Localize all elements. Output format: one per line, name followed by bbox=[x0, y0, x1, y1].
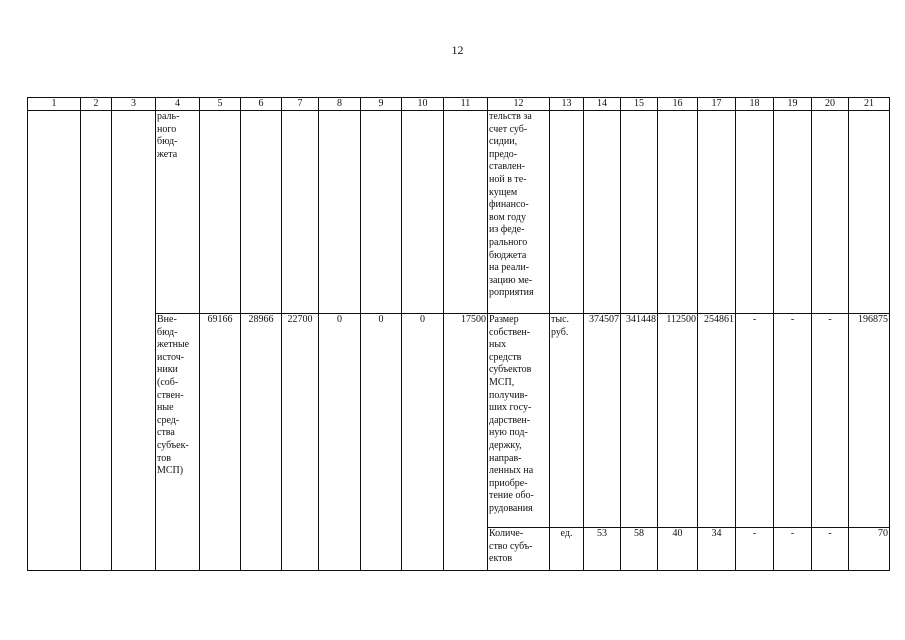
column-number-row bbox=[28, 98, 890, 111]
value-cell: 53 bbox=[584, 528, 621, 571]
column-number: 2 bbox=[81, 98, 112, 111]
value-cell: 0 bbox=[319, 314, 361, 571]
table-cell bbox=[736, 111, 774, 314]
column-number: 4 bbox=[156, 98, 200, 111]
column-number: 21 bbox=[849, 98, 890, 111]
value-cell: - bbox=[774, 528, 812, 571]
table-cell bbox=[584, 111, 621, 314]
table-cell bbox=[361, 111, 402, 314]
funding-source-cell: Вне- бюд- жетные источ- ники (соб- ствен- ные сред- ства субъек- тов МСП) bbox=[156, 314, 200, 571]
table-cell bbox=[550, 111, 584, 314]
table-cell bbox=[200, 111, 241, 314]
table-cell bbox=[402, 111, 444, 314]
value-cell: - bbox=[774, 314, 812, 528]
column-number: 19 bbox=[774, 98, 812, 111]
value-cell: 0 bbox=[361, 314, 402, 571]
column-number: 12 bbox=[488, 98, 550, 111]
column-number: 8 bbox=[319, 98, 361, 111]
table-cell bbox=[241, 111, 282, 314]
table-cell bbox=[774, 111, 812, 314]
value-cell: 112500 bbox=[658, 314, 698, 528]
column-number: 15 bbox=[621, 98, 658, 111]
value-cell: 196875 bbox=[849, 314, 890, 528]
column-number: 13 bbox=[550, 98, 584, 111]
table-cell bbox=[319, 111, 361, 314]
unit-cell: ед. bbox=[550, 528, 584, 571]
data-table bbox=[27, 97, 890, 571]
value-cell: 374507 bbox=[584, 314, 621, 528]
indicator-cell: тельств за счет суб- сидии, предо- ставлен- ной в те- кущем финансо- вом году из феде- рального бюджета на реали- зацию ме- роприятия bbox=[488, 111, 550, 314]
column-number: 17 bbox=[698, 98, 736, 111]
table-cell bbox=[621, 111, 658, 314]
column-number: 11 bbox=[444, 98, 488, 111]
value-cell: 341448 bbox=[621, 314, 658, 528]
column-number: 20 bbox=[812, 98, 849, 111]
column-number: 6 bbox=[241, 98, 282, 111]
value-cell: 69166 bbox=[200, 314, 241, 571]
table-cell bbox=[658, 111, 698, 314]
table-row bbox=[28, 111, 890, 314]
column-number: 7 bbox=[282, 98, 319, 111]
value-cell: - bbox=[812, 528, 849, 571]
column-number: 1 bbox=[28, 98, 81, 111]
table-cell bbox=[812, 111, 849, 314]
value-cell: 254861 bbox=[698, 314, 736, 528]
table-cell bbox=[81, 111, 112, 571]
table-row bbox=[28, 314, 890, 528]
table-cell bbox=[112, 111, 156, 571]
column-number: 3 bbox=[112, 98, 156, 111]
value-cell: - bbox=[736, 528, 774, 571]
table-cell bbox=[444, 111, 488, 314]
column-number: 18 bbox=[736, 98, 774, 111]
column-number: 16 bbox=[658, 98, 698, 111]
table-cell bbox=[28, 111, 81, 571]
value-cell: 0 bbox=[402, 314, 444, 571]
table-cell bbox=[698, 111, 736, 314]
unit-cell: тыс. руб. bbox=[550, 314, 584, 528]
value-cell: 70 bbox=[849, 528, 890, 571]
page-number: 12 bbox=[451, 43, 464, 57]
value-cell: 17500 bbox=[444, 314, 488, 571]
value-cell: 34 bbox=[698, 528, 736, 571]
column-number: 9 bbox=[361, 98, 402, 111]
column-number: 10 bbox=[402, 98, 444, 111]
value-cell: 40 bbox=[658, 528, 698, 571]
table-cell bbox=[849, 111, 890, 314]
value-cell: 28966 bbox=[241, 314, 282, 571]
value-cell: 22700 bbox=[282, 314, 319, 571]
column-number: 5 bbox=[200, 98, 241, 111]
table-cell bbox=[282, 111, 319, 314]
column-number: 14 bbox=[584, 98, 621, 111]
value-cell: - bbox=[812, 314, 849, 528]
value-cell: 58 bbox=[621, 528, 658, 571]
funding-source-cell: раль- ного бюд- жета bbox=[156, 111, 200, 314]
indicator-cell: Размер собствен- ных средств субъектов МСП, получив- ших госу- дарствен- ную под- держку, направ- ленных на приобре- тение обо- рудования bbox=[488, 314, 550, 528]
indicator-cell: Количе- ство субъ- ектов bbox=[488, 528, 550, 571]
value-cell: - bbox=[736, 314, 774, 528]
